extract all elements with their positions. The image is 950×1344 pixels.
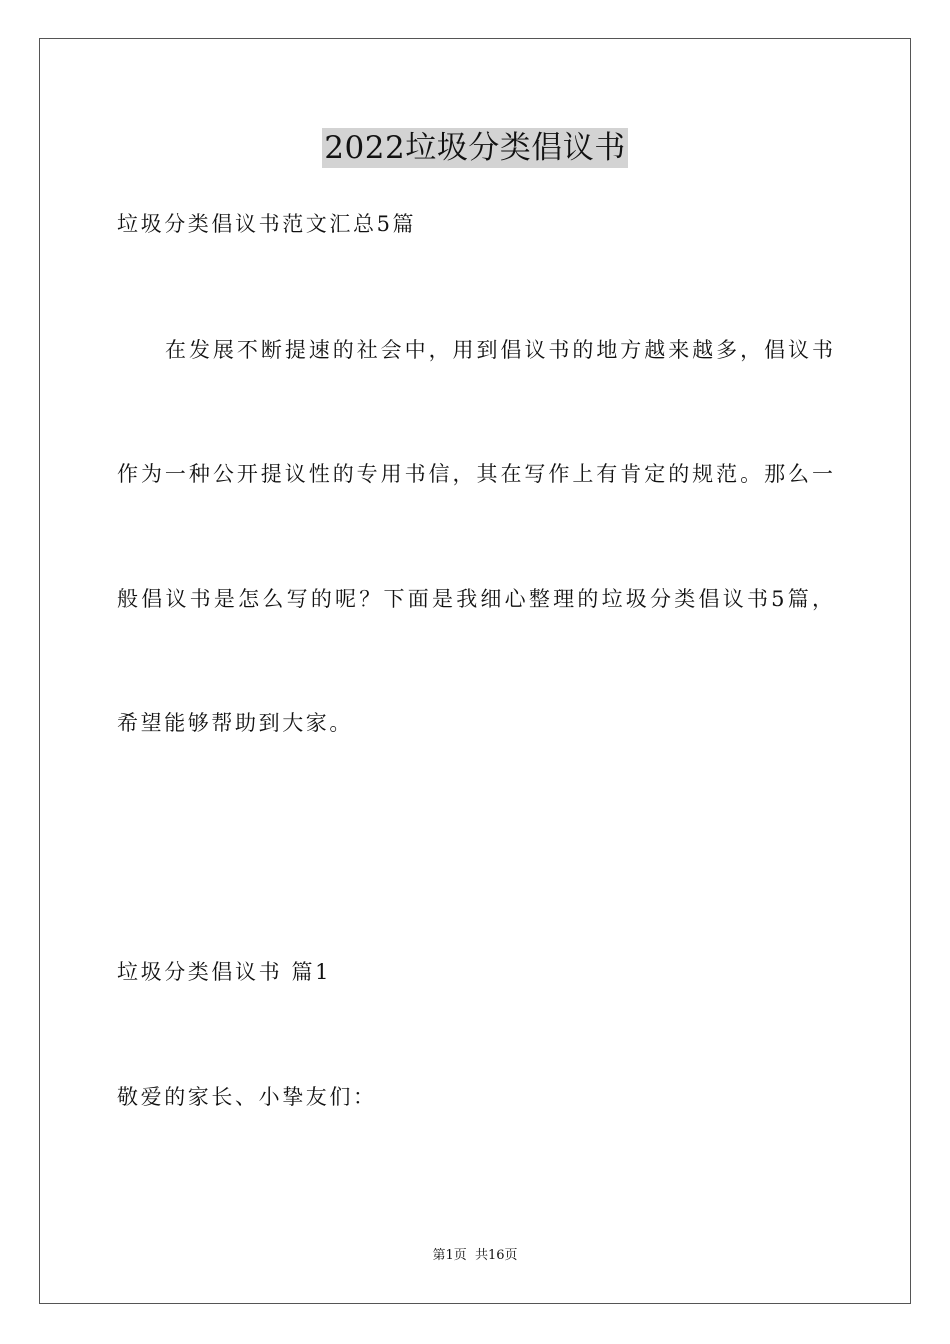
intro-line-3: 般倡议书是怎么写的呢？下面是我细心整理的垃圾分类倡议书5篇， bbox=[117, 587, 833, 611]
intro-line-2: 作为一种公开提议性的专用书信，其在写作上有肯定的规范。那么一 bbox=[117, 462, 833, 486]
document-subtitle: 垃圾分类倡议书范文汇总5篇 bbox=[117, 212, 417, 236]
title-wrap bbox=[0, 128, 950, 168]
intro-line-4: 希望能够帮助到大家。 bbox=[117, 711, 353, 735]
total-pages: 共16页 bbox=[474, 1248, 518, 1263]
document-title: 2022垃圾分类倡议书 bbox=[324, 130, 626, 166]
intro-line-1: 在发展不断提速的社会中，用到倡议书的地方越来越多，倡议书 bbox=[165, 338, 833, 362]
page-footer bbox=[0, 1247, 950, 1265]
page-number: 第1页 bbox=[432, 1248, 467, 1263]
salutation: 敬爱的家长、小挚友们： bbox=[117, 1085, 377, 1109]
section-heading: 垃圾分类倡议书 篇1 bbox=[117, 960, 332, 984]
